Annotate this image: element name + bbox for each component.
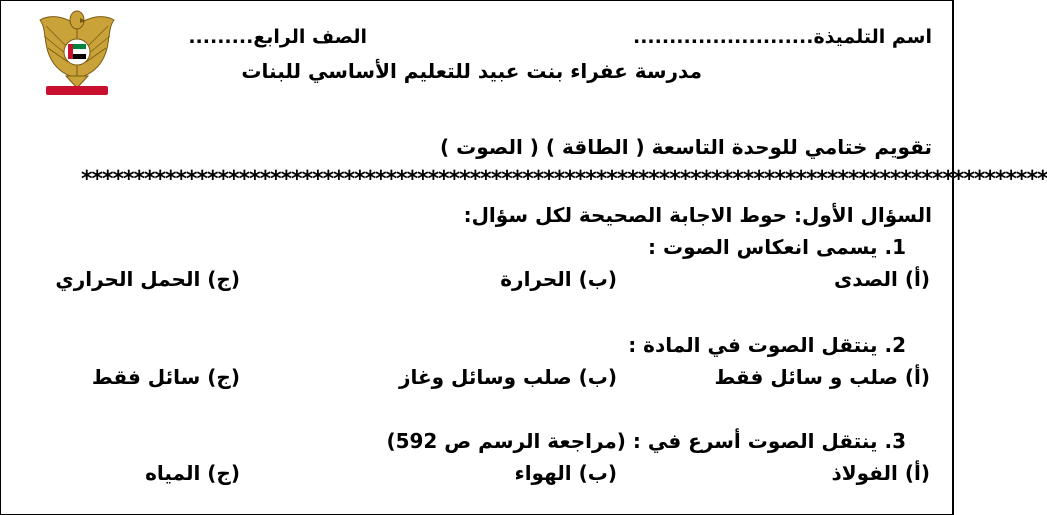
section-heading: السؤال الأول: حوط الاجابة الصحيحة لكل سؤال: (463, 203, 932, 227)
grade-field[interactable]: الصف الرابع......... (188, 26, 367, 48)
star-divider: ******************************************************************************************** (81, 167, 1047, 192)
uae-emblem-logo (36, 6, 118, 101)
question-1-text: 1. يسمى انعكاس الصوت : (648, 235, 906, 259)
q1-option-c[interactable]: (ج) الحمل الحراري (55, 267, 240, 291)
q1-option-b[interactable]: (ب) الحرارة (500, 267, 617, 291)
q3-option-b[interactable]: (ب) الهواء (514, 461, 617, 485)
q3-option-c[interactable]: (ج) المياه (145, 461, 240, 485)
student-name-field[interactable]: اسم التلميذة......................... (633, 26, 932, 48)
q3-option-a[interactable]: (أ) الفولاذ (831, 461, 930, 485)
q2-option-a[interactable]: (أ) صلب و سائل فقط (714, 365, 930, 389)
q1-option-a[interactable]: (أ) الصدى (833, 267, 930, 291)
q2-option-b[interactable]: (ب) صلب وسائل وغاز (398, 365, 617, 389)
question-2-text: 2. ينتقل الصوت في المادة : (628, 333, 906, 357)
worksheet-title: تقويم ختامي للوحدة التاسعة ( الطاقة ) ( الصوت ) (440, 135, 932, 159)
q2-option-c[interactable]: (ج) سائل فقط (91, 365, 240, 389)
question-3-text: 3. ينتقل الصوت أسرع في : (مراجعة الرسم ص 592) (386, 429, 906, 453)
school-name: مدرسة عفراء بنت عبيد للتعليم الأساسي للبنات (241, 59, 702, 83)
